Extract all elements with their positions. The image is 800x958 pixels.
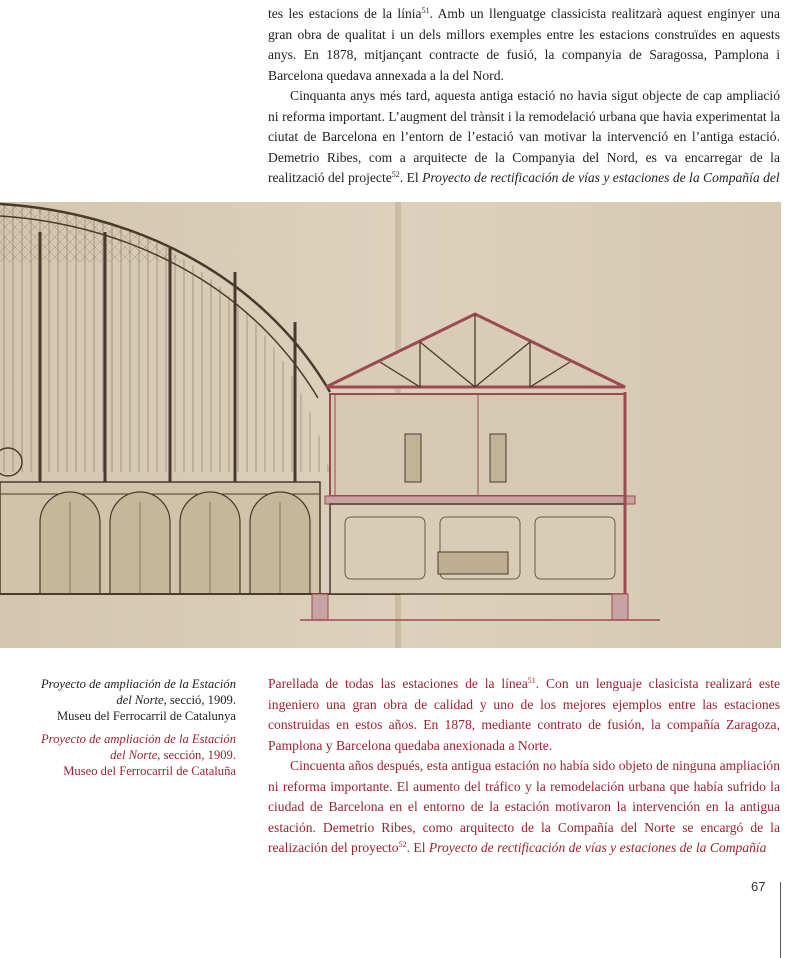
caption-catalan: Proyecto de ampliación de la Estación del Norte, secció, 1909. Museu del Ferrocarril de Catalunya xyxy=(40,677,236,724)
spanish-paragraph-2: Cincuenta años después, esta antigua estación no había sido objeto de ninguna ampliación ni reforma importante. El aumento del tráfico y la remodelación urbana que había sufrido la ciudad de Barcelona en el entorno de la estación motivaron la intervención en la antigua estación. Demetrio Ribes, como arquitecto de la Compañía del Norte se encargó de la realización del proyecto$^{52}$. El Proyecto de rectificación de vías y estaciones de la Compañía xyxy=(268,758,780,855)
station-section-drawing xyxy=(0,202,781,648)
page-number-rule xyxy=(780,882,781,958)
spanish-body-text xyxy=(268,674,780,859)
footnote-ref: 52 xyxy=(391,170,400,179)
figure-caption xyxy=(30,676,236,779)
page-number: 67 xyxy=(751,879,766,894)
catalan-body-text xyxy=(268,4,780,189)
footnote-ref: 51 xyxy=(421,6,430,15)
architectural-drawing xyxy=(0,202,781,648)
caption-spanish: Proyecto de ampliación de la Estación del Norte, sección, 1909. Museo del Ferrocarril de Cataluña xyxy=(40,731,236,779)
footnote-ref: 51 xyxy=(527,676,536,685)
footnote-ref: 52 xyxy=(398,840,407,849)
spanish-paragraph-1: Parellada de todas las estaciones de la línea$^{51}$. Con un lenguaje clasicista realizará este ingeniero una gran obra de calidad y uno de los mejores ejemplos entre las estaciones construidas en estos años. En 1878, mediante contrato de fusión, la compañía Zaragoza, Pamplona y Barcelona quedaba anexionada a Norte. xyxy=(268,676,780,753)
catalan-paragraph-1: tes les estacions de la línia$^{51}$. Amb un llenguatge classicista realitzarà aquest enginyer una gran obra de qualitat i un dels millors exemples entre les estacions construïdes en aquests anys. En 1878, mitjançant contracte de fusió, la companyia de Saragossa, Pamplona i Barcelona quedava annexada a la del Nord. xyxy=(268,6,780,83)
catalan-paragraph-2: Cinquanta anys més tard, aquesta antiga estació no havia sigut objecte de cap ampliació ni reforma important. L’augment del trànsit i la remodelació urbana que havia experimentat la ciutat de Barcelona en l’entorn de l’estació van motivar la intervenció en l’antiga estació. Demetrio Ribes, com a arquitecte de la Companyia del Nord, es va encarregar de la realització del projecte$^{52}$. El Proyecto de rectificación de vías y estaciones de la Compañía del xyxy=(268,88,780,185)
